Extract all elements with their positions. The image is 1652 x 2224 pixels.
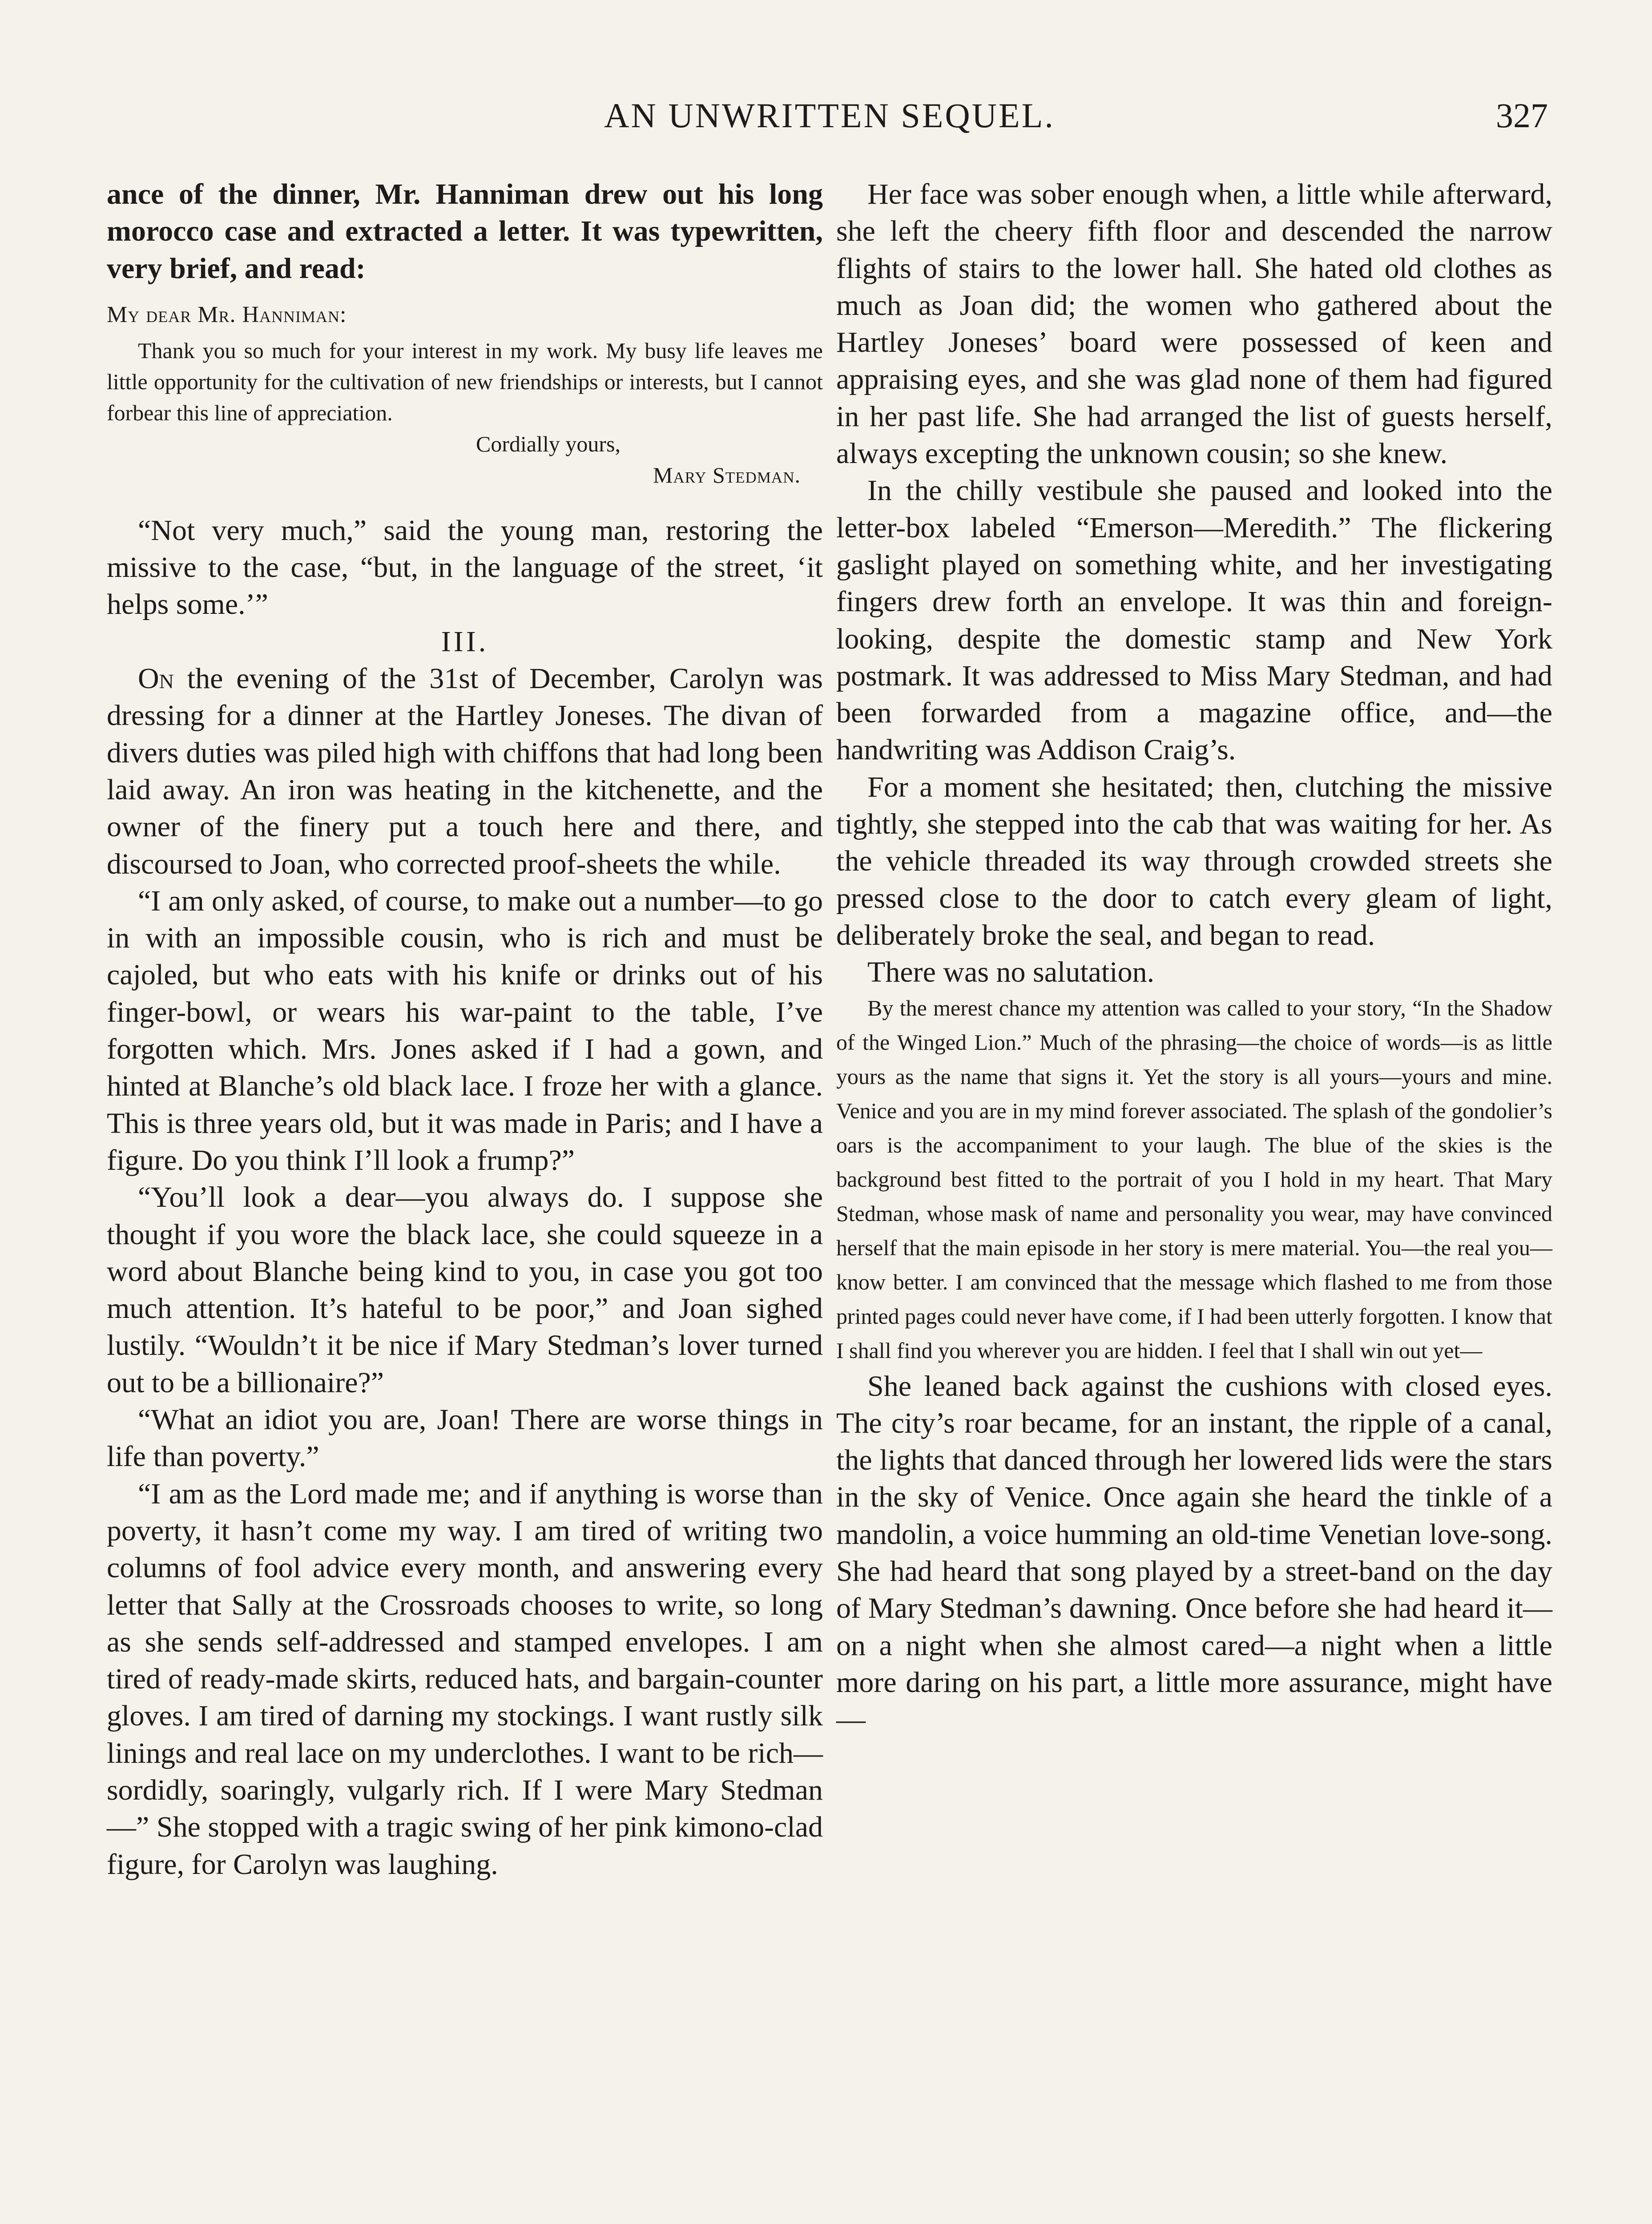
hanniman-letter [107, 299, 823, 491]
letter-body: Thank you so much for your interest in my work. My busy life leaves me little opportunity for the cultivation of new friendships or interests, but I cannot forbear this line of appreciation. [107, 338, 823, 425]
paragraph-not-very-much: “Not very much,” said the young man, restoring the missive to the case, “but, in the language of the street, ‘it helps some.’” [107, 514, 823, 621]
paragraph-hesitated: For a moment she hesitated; then, clutching the missive tightly, she stepped into the cab that was waiting for her. As the vehicle threaded its way through crowded streets she pressed close to the door to catch every gleam of light, deliberately broke the seal, and began to read. [836, 770, 1552, 951]
letter-closing: Cordially yours, [476, 431, 621, 456]
running-head [111, 91, 1548, 140]
paragraph-only-asked: “I am only asked, of course, to make out a number—to go in with an impossible cousin, who is rich and must be cajoled, but who eats with his knife or drinks out of his finger-bowl, or wears his war-paint to the table, I’ve forgotten which. Mrs. Jones asked if I had a gown, and hinted at Blanche’s old black lace. I froze her with a glance. This is three years old, but it was made in Paris; and I have a figure. Do you think I’ll look a frump?” [107, 884, 823, 1176]
page-number: 327 [1496, 96, 1548, 135]
letter-signature: Mary Stedman. [653, 462, 801, 488]
paragraph-no-salutation: There was no salutation. [867, 956, 1155, 989]
letter-salutation: My dear Mr. Hanniman: [107, 302, 347, 327]
paragraph-look-a-dear: “You’ll look a dear—you always do. I suppose she thought if you wore the black lace, she could squeeze in a word about Blanche being kind to you, in case you got too much attention. It’s hateful to be poor,” and Joan sighed lustily. “Wouldn’t it be nice if Mary Stedman’s lover turned out to be a billionaire?” [107, 1181, 823, 1399]
paragraph-lord-made-me: “I am as the Lord made me; and if anything is worse than poverty, it hasn’t come my way. I am tired of writing two columns of fool advice every month, and answering every letter that Sally at the Crossroads chooses to write, so long as she sends self-addressed and stamped envelopes. I am tired of ready-made skirts, reduced hats, and bargain-counter gloves. I am tired of darning my stockings. I want rustly silk linings and real lace on my underclothes. I want to be rich—sordidly, soaringly, vulgarly rich. If I were Mary Stedman—” She stopped with a tragic swing of her pink kimono-clad figure, for Carolyn was laughing. [107, 1477, 823, 1881]
opening-paragraph: ance of the dinner, Mr. Hanniman drew out his long morocco case and extracted a letter. It was typewritten, very brief, and read: [107, 178, 823, 285]
paragraph-idiot: “What an idiot you are, Joan! There are worse things in life than poverty.” [107, 1403, 823, 1473]
section-paragraph-text: the evening of the 31st of December, Carolyn was dressing for a dinner at the Hartley Joneses. The divan of divers duties was piled high with chiffons that had long been laid away. An iron was heating in the kitchenette, and the owner of the finery put a touch here and there, and discoursed to Joan, who corrected proof-sheets the while. [107, 662, 823, 880]
section-first-word: On [138, 662, 174, 695]
craig-letter: By the merest chance my attention was called to your story, “In the Shadow of the Winged Lion.” Much of the phrasing—the choice of words—is as little yours as the name that signs it. Yet the story is all yours—yours and mine. Venice and you are in my mind forever associated. The splash of the gondolier’s oars is the accompaniment to your laugh. The blue of the skies is the background best fitted to the portrait of you I hold in my heart. That Mary Stedman, whose mask of name and personality you wear, may have convinced herself that the main episode in her story is mere material. You—the real you—know better. I am convinced that the message which flashed to me from those printed pages could never have come, if I had been utterly forgotten. I know that I shall find you wherever you are hidden. I feel that I shall win out yet— [836, 995, 1552, 1363]
paragraph-vestibule: In the chilly vestibule she paused and looked into the letter-box labeled “Emerson—Meredith.” The flickering gaslight played on something white, and her investigating fingers drew forth an envelope. It was thin and foreign-looking, despite the domestic stamp and New York postmark. It was addressed to Miss Mary Stedman, and had been forwarded from a magazine office, and—the handwriting was Addison Craig’s. [836, 474, 1552, 766]
paragraph-leaned-back: She leaned back against the cushions with closed eyes. The city’s roar became, for an instant, the ripple of a canal, the lights that danced through her lowered lids were the stars in the sky of Venice. Once again she heard the tinkle of a mandolin, a voice humming an old-time Venetian love-song. She had heard that song played by a street-band on the day of Mary Stedman’s dawning. Once before she had heard it—on a night when she almost cared—a night when a little more daring on his part, a little more assurance, might have— [836, 1370, 1552, 1736]
running-title: AN UNWRITTEN SEQUEL. [604, 96, 1055, 135]
left-column [107, 176, 823, 1883]
paragraph-face-sober: Her face was sober enough when, a little while afterward, she left the cheery fifth floor and descended the narrow flights of stairs to the lower hall. She hated old clothes as much as Joan did; the women who gathered about the Hartley Joneses’ board were possessed of keen and appraising eyes, and she was glad none of them had figured in her past life. She had arranged the list of guests herself, always excepting the unknown cousin; so she knew. [836, 178, 1552, 470]
paragraph-section-opening [107, 660, 823, 882]
section-heading: III. [441, 625, 489, 658]
right-column [836, 176, 1552, 1738]
